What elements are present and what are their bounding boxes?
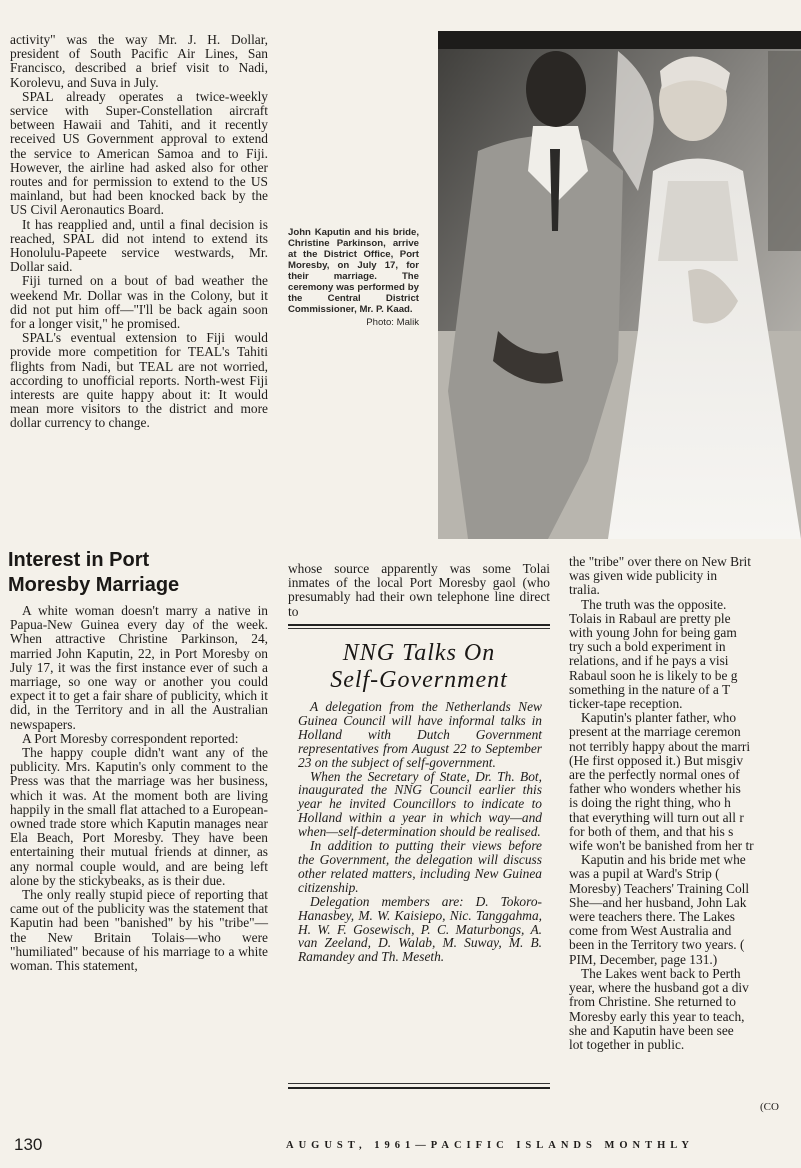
column-line: try such a bold experiment in (569, 639, 726, 655)
box-paragraph: Delegation members are: D. Tokoro-Hanasbey, M. W. Kaisiepo, Nic. Tanggahma, H. W. F. Gosewisch, P. C. Maturbongs, A. van Zeeland, D. Walab, M. Suway, M. B. Ramandey and Th. Meseth. (298, 893, 542, 965)
page-number: 130 (14, 1135, 43, 1154)
article-paragraph: whose source apparently was some Tolai inmates of the local Port Moresby gaol (who presumably had their own telephone line direct to (288, 561, 550, 619)
article-paragraph: A white woman doesn't marry a native in Papua-New Guinea every day of the week. When attractive Christine Parkinson, 24, married John Kaputin, 22, in Port Moresby on July 17, it was the first instance ever of such a marriage, so one way or another you could expect it to get a fair share of publicity, which it did, in the Territory and in all the Australian newspapers. (10, 603, 268, 732)
column-line: Moresby) Teachers' Training Coll (569, 880, 750, 896)
column-line: The Lakes went back to Perth (581, 965, 741, 981)
column-line: present at the marriage ceremon (569, 724, 741, 740)
column-line: was a pupil at Ward's Strip ( (569, 866, 720, 882)
column-line: something in the nature of a T (569, 681, 731, 697)
column-line: Rabaul soon he is likely to be g (569, 667, 738, 683)
heading-line: Interest in Port (8, 549, 150, 571)
column-line: Kaputin's planter father, who (581, 710, 737, 726)
column-line: Tolais in Rabaul are pretty ple (569, 610, 731, 626)
column-line: come from West Australia and (569, 923, 732, 939)
article-paragraph: activity" was the way Mr. J. H. Dollar, president of South Pacific Air Lines, San Francisco, described a brief visit to Nadi, Korolevu, and Suva in July. (10, 32, 268, 90)
wedding-photo (438, 31, 801, 539)
article-paragraph: Fiji turned on a bout of bad weather the weekend Mr. Dollar was in the Colony, but it did not put him off—"I'll be back again soon for a longer visit," he promised. (10, 273, 268, 332)
column-line: from Christine. She returned to (569, 994, 736, 1010)
column-line: year, where the husband got a div (569, 980, 749, 996)
article-top-column (10, 33, 268, 431)
column-line: was given wide publicity in (569, 568, 718, 584)
marriage-article-middle-column (288, 562, 550, 619)
column-line: she and Kaputin have been see (569, 1022, 734, 1038)
column-line: (He first opposed it.) But misgiv (569, 752, 744, 768)
column-line: lot together in public. (569, 1036, 685, 1052)
column-line: for both of them, and that his s (569, 823, 734, 839)
box-top-rule-thin (288, 628, 550, 629)
box-paragraph: In addition to putting their views before the Government, the delegation will discuss other related matters, including New Guinea citizenship. (298, 838, 542, 895)
article-paragraph: The only really stupid piece of reporting that came out of the publicity was the statement that Kaputin had been "banished" by his "tribe"—the New Britain Tolais—who were "humiliated" because of his marriage to a white woman. This statement, (10, 887, 268, 974)
column-line: tralia. (569, 582, 600, 598)
box-paragraph: When the Secretary of State, Dr. Th. Bot, inaugurated the NNG Council earlier this year he invited Councillors to indicate to Holland within a year in which way—and when—self-determination should be realised. (298, 768, 542, 840)
column-line: relations, and if he pays a visi (569, 653, 729, 669)
photo-credit: Photo: Malik (366, 317, 419, 328)
column-line: PIM, December, page 131.) (569, 951, 718, 967)
article-heading (8, 548, 268, 598)
column-line: not terribly happy about the marri (569, 738, 751, 754)
article-paragraph: SPAL's eventual extension to Fiji would provide more competition for TEAL's Tahiti flights from Nadi, but TEAL are not worried, according to unofficial reports. North-west Fiji interests are quite happy about it: It would mean more visitors to the district and more dollar currency to change. (10, 330, 268, 431)
running-footer: AUGUST, 1961—PACIFIC ISLANDS MONTHLY (286, 1140, 694, 1151)
heading-line: Moresby Marriage (8, 574, 180, 596)
column-line: The truth was the opposite. (581, 596, 727, 612)
marriage-article-right-column (569, 555, 801, 1052)
column-line: were teachers there. The Lakes (569, 909, 735, 925)
column-line: Kaputin and his bride met whe (581, 852, 746, 868)
column-line: Moresby early this year to teach, (569, 1008, 745, 1024)
box-bottom-rule-thin (288, 1083, 550, 1084)
column-line: is doing the right thing, who h (569, 795, 731, 811)
box-title-line: NNG Talks On (342, 640, 496, 666)
photo-caption (288, 227, 419, 328)
column-line: with young John for being gam (569, 625, 737, 641)
column-line: father who wonders whether his (569, 781, 741, 797)
nng-box-body (298, 700, 542, 964)
box-bottom-rule (288, 1087, 550, 1089)
caption-text: John Kaputin and his bride, Christine Parkinson, arrive at the District Office, Port Moresby, on July 17, for their marriage. The ceremony was performed by the Central District Commissioner, Mr. P. Kaad. (288, 227, 419, 315)
box-title-line: Self-Government (330, 667, 508, 693)
column-line: She—and her husband, John Lak (569, 894, 747, 910)
marriage-article-left-column (10, 604, 268, 973)
article-paragraph: It has reapplied and, until a final decision is reached, SPAL did not intend to extend its Honolulu-Papeete service westwards, Mr. Dollar said. (10, 216, 268, 275)
box-paragraph: A delegation from the Netherlands New Guinea Council will have informal talks in Holland with Dutch Government representatives from August 22 to September 23 on the subject of self-government. (298, 699, 542, 770)
nng-box-title (292, 640, 546, 694)
article-paragraph: SPAL already operates a twice-weekly service with Super-Constellation aircraft between Hawaii and Tahiti, and it recently received US Government approval to extend the service to American Samoa and to Fiji. However, the airline had asked also for other routes and for permission to extend to the US mainland, but had been knocked back by the US Civil Aeronautics Board. (10, 88, 268, 218)
box-top-rule (288, 624, 550, 626)
column-line: the "tribe" over there on New Brit (569, 555, 751, 569)
column-line: been in the Territory two years. ( (569, 937, 745, 953)
article-paragraph: A Port Moresby correspondent reported: (22, 730, 239, 746)
column-line: that everything will turn out all r (569, 809, 744, 825)
continued-marker: (CO (760, 1101, 779, 1113)
wedding-photo-illustration (438, 31, 801, 539)
article-paragraph: The happy couple didn't want any of the publicity. Mrs. Kaputin's only comment to the Press was that the marriage was her business, which it was. At the moment both are living happily in the small flat attached to a European-owned trade store which Kaputin manages near Ela Beach, Port Moresby. They have been entertaining their mutual friends at dinner, as any normal couple would, and are being left alone by the stickybeaks, as is their due. (10, 745, 268, 888)
column-line: wife won't be banished from her tr (569, 838, 754, 854)
column-line: are the perfectly normal ones of (569, 767, 740, 783)
column-line: ticker-tape reception. (569, 696, 683, 712)
